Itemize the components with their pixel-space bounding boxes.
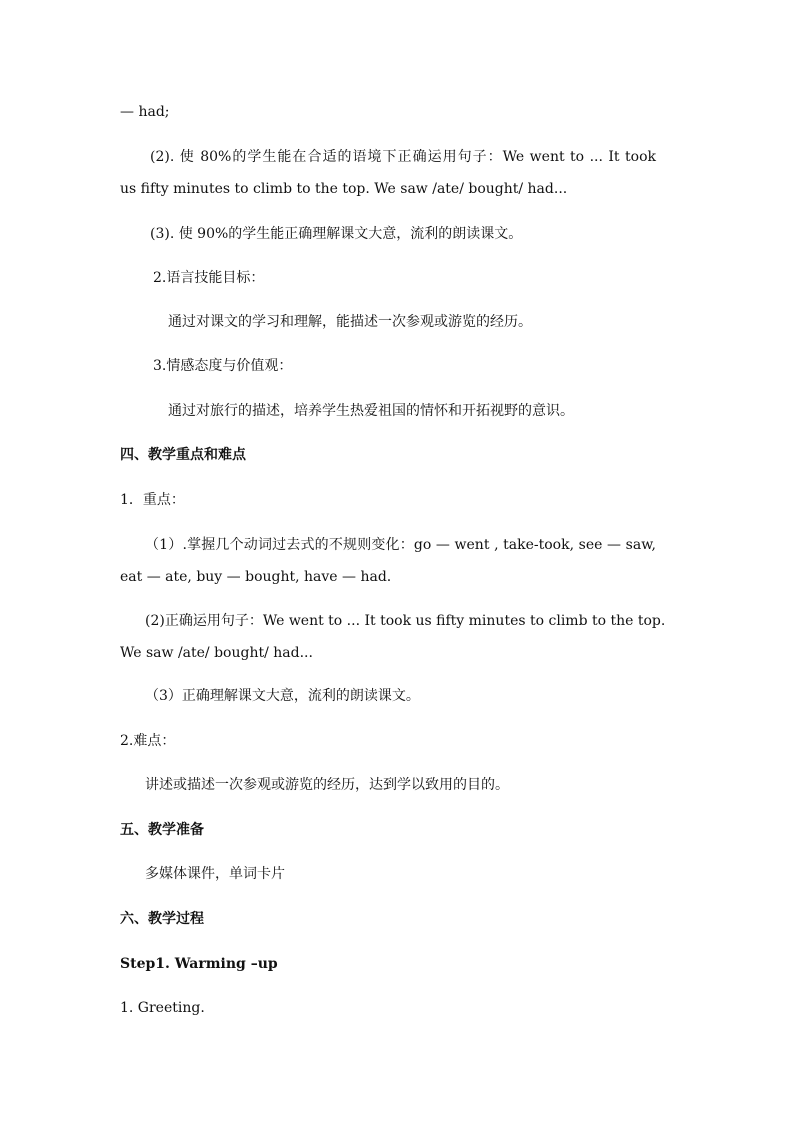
objective-2-line-2: us fifty minutes to climb to the top. We saw /ate/ bought/ had... [120,181,568,197]
step-1-heading: Step1. Warming –up [120,956,278,972]
attitude-values-heading: 3.情感态度与价值观： [153,358,293,374]
key-point-1-line-2: eat — ate, buy — bought, have — had. [120,569,392,585]
section-heading-key-points: 四、教学重点和难点 [120,447,246,463]
attitude-values-text: 通过对旅行的描述，培养学生热爱祖国的情怀和开拓视野的意识。 [168,403,574,419]
objective-3: (3). 使 90%的学生能正确理解课文大意，流利的朗读课文。 [150,226,523,242]
step-1-item-1: 1. Greeting. [120,1000,205,1016]
section-heading-preparation: 五、教学准备 [120,822,204,838]
section-heading-process: 六、教学过程 [120,911,204,927]
difficulties-text: 讲述或描述一次参观或游览的经历，达到学以致用的目的。 [145,777,509,793]
key-point-3: （3）正确理解课文大意，流利的朗读课文。 [145,688,420,704]
language-skills-text: 通过对课文的学习和理解，能描述一次参观或游览的经历。 [168,314,532,330]
key-point-1-line-1: （1）.掌握几个动词过去式的不规则变化：go — went , take-took, see — saw, [145,537,656,553]
difficulties-label: 2.难点： [120,733,176,749]
key-point-2-line-1: (2)正确运用句子：We went to ... It took us fifty minutes to climb to the top. [145,613,666,629]
language-skills-heading: 2.语言技能目标： [153,270,265,286]
objective-2-line-1: (2). 使 80%的学生能在合适的语境下正确运用句子：We went to ... It took [150,149,656,165]
key-point-2-line-2: We saw /ate/ bought/ had... [120,645,313,661]
preparation-text: 多媒体课件，单词卡片 [145,866,285,882]
key-points-label: 1．重点： [120,492,185,508]
text-line: — had; [120,104,170,120]
